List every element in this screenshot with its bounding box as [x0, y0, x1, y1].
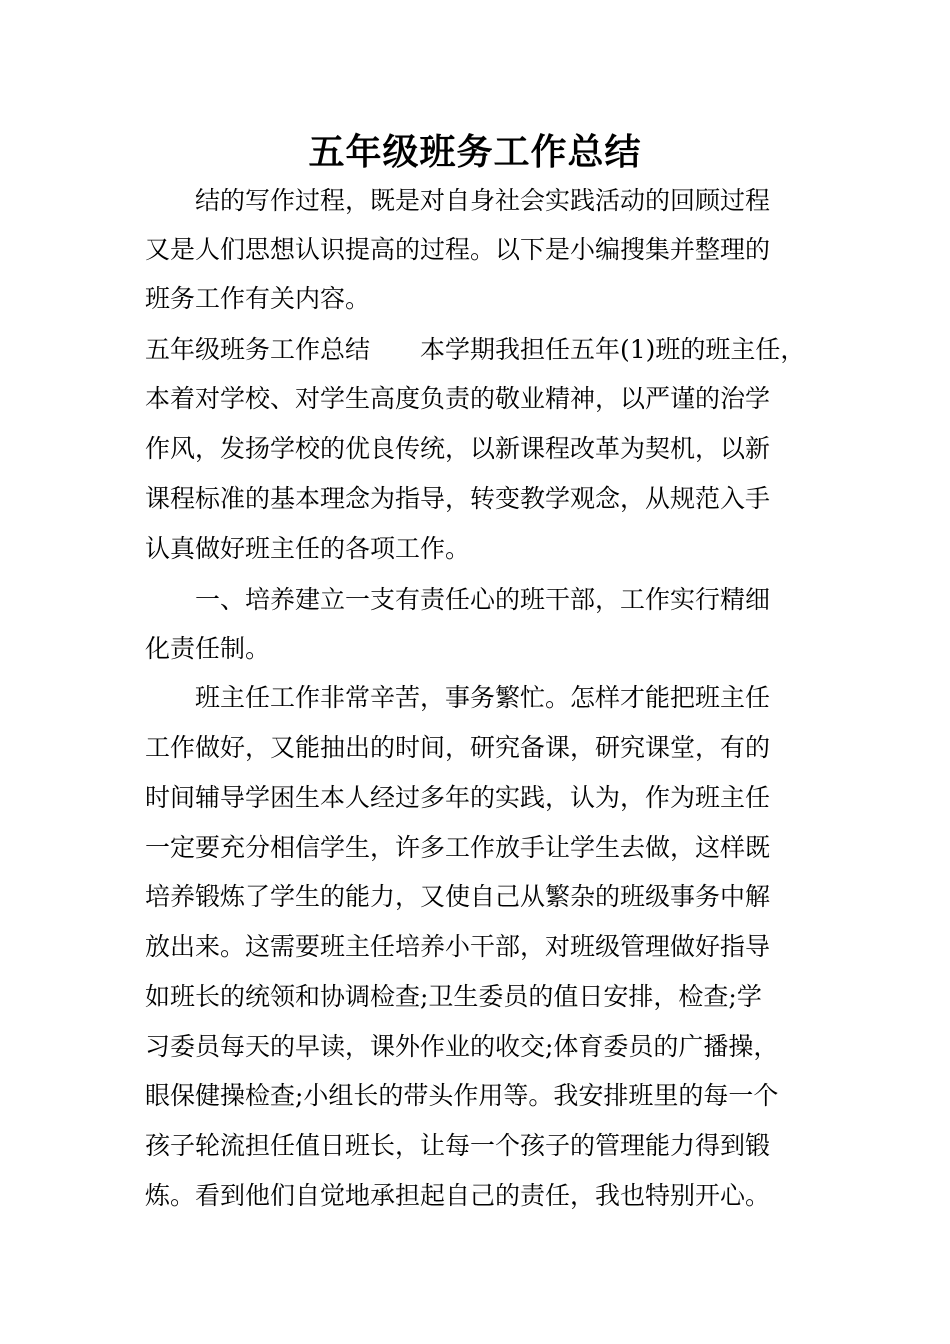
body-line: 又是人们思想认识提高的过程。以下是小编搜集并整理的	[145, 235, 771, 264]
body-line: 班务工作有关内容。	[145, 284, 371, 313]
document-title: 五年级班务工作总结	[308, 131, 642, 173]
body-line: 一定要充分相信学生，许多工作放手让学生去做，这样既	[145, 833, 771, 862]
body-line: 班主任工作非常辛苦，事务繁忙。怎样才能把班主任	[145, 683, 771, 712]
body-line: 作风，发扬学校的优良传统，以新课程改革为契机，以新	[145, 434, 771, 463]
body-line: 化责任制。	[145, 634, 271, 663]
body-line: 炼。看到他们自觉地承担起自己的责任，我也特别开心。	[145, 1181, 771, 1210]
body-line: 工作做好，又能抽出的时间，研究备课，研究课堂，有的	[145, 733, 771, 762]
body-line: 眼保健操检查;小组长的带头作用等。我安排班里的每一个	[145, 1081, 779, 1110]
body-line: 孩子轮流担任值日班长，让每一个孩子的管理能力得到锻	[145, 1131, 771, 1160]
body-line: 本着对学校、对学生高度负责的敬业精神，以严谨的治学	[145, 384, 771, 413]
body-line: 培养锻炼了学生的能力，又使自己从繁杂的班级事务中解	[145, 882, 771, 911]
body-line: 习委员每天的早读，课外作业的收交;体育委员的广播操，	[145, 1032, 779, 1061]
body-line: 时间辅导学困生本人经过多年的实践，认为，作为班主任	[145, 783, 771, 812]
body-line: 认真做好班主任的各项工作。	[145, 534, 471, 563]
body-line: 如班长的统领和协调检查;卫生委员的值日安排，检查;学	[145, 982, 762, 1011]
body-line: 放出来。这需要班主任培养小干部，对班级管理做好指导	[145, 932, 771, 961]
body-line: 一、培养建立一支有责任心的班干部，工作实行精细	[145, 585, 771, 614]
body-line: 结的写作过程，既是对自身社会实践活动的回顾过程	[145, 186, 771, 215]
body-line: 五年级班务工作总结 本学期我担任五年(1)班的班主任，	[145, 335, 806, 364]
body-line: 课程标准的基本理念为指导，转变教学观念，从规范入手	[145, 484, 771, 513]
